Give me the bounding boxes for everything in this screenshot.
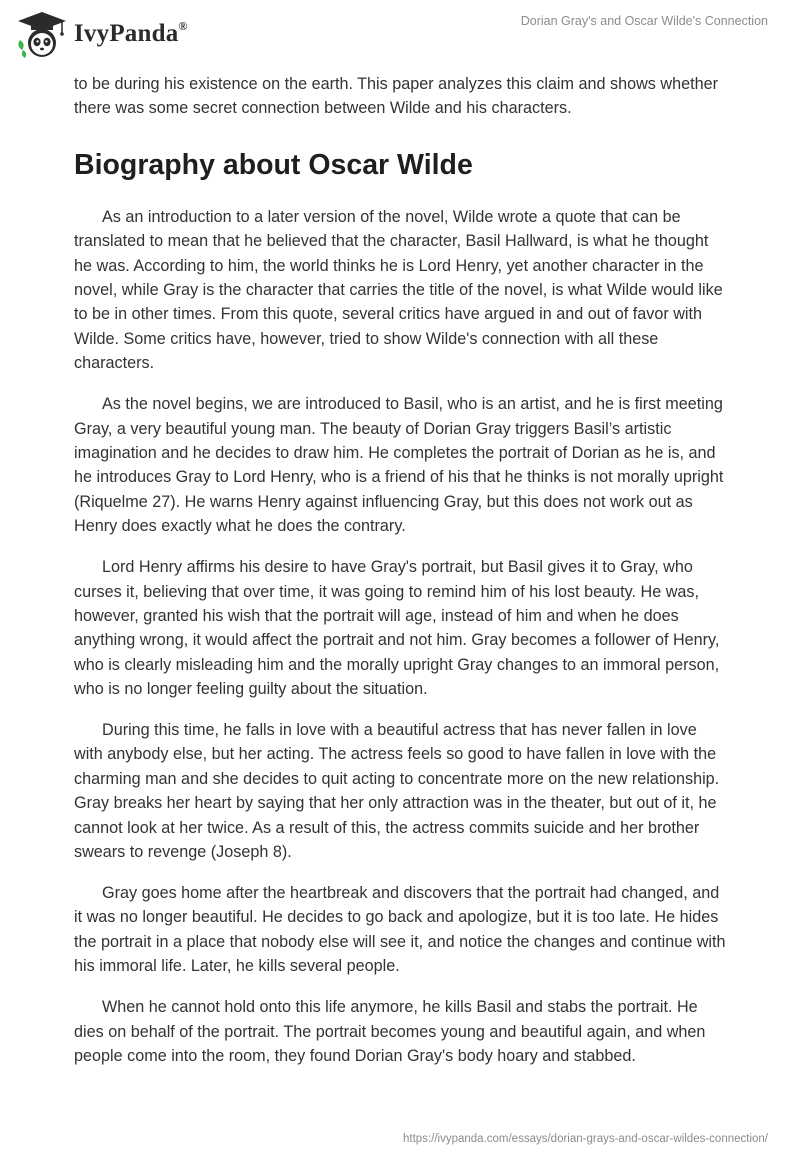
trademark-symbol: ® [178, 18, 188, 33]
source-url-link[interactable]: https://ivypanda.com/essays/dorian-grays-and-oscar-wildes-connection/ [403, 1133, 768, 1145]
paragraph: As an introduction to a later version of the novel, Wilde wrote a quote that can be translated to mean that he believed that the character, Basil Hallward, is what he thought he was. According to him, the world thinks he is Lord Henry, yet another character in the novel, while Gray is the character that carries the title of the novel, is what Wilde would like to be in other times. From this quote, several critics have argued in and out of favor with Wilde. Some critics have, however, tried to show Wilde's connection with all these characters. [74, 207, 723, 373]
ivypanda-logo[interactable] [14, 6, 188, 62]
document-title: Dorian Gray's and Oscar Wilde's Connection [520, 14, 768, 28]
lead-paragraph: to be during his existence on the earth. This paper analyzes this claim and shows whether there was some secret connection between Wilde and his characters. [74, 75, 718, 118]
paragraph: When he cannot hold onto this life anymore, he kills Basil and stabs the portrait. He dies on behalf of the portrait. The portrait becomes young and beautiful again, and when people come into the room, they found Dorian Gray's body hoary and stabbed. [74, 998, 706, 1065]
paragraph: During this time, he falls in love with a beautiful actress that has never fallen in love with anybody else, but her acting. The actress feels so good to have fallen in love with the charming man and she decides to quit acting to concentrate more on the new relationship. Gray breaks her heart by saying that her only attraction was in the theater, but out of it, he cannot look at her twice. As a result of this, the actress commits suicide and her brother swears to revenge (Joseph 8). [74, 721, 720, 862]
paragraph: Lord Henry affirms his desire to have Gray's portrait, but Basil gives it to Gray, who curses it, believing that over time, it was going to remind him of his lost beauty. He was, however, granted his wish that the portrait will age, instead of him and when he does anything wrong, it would affect the portrait and not him. Gray becomes a follower of Henry, who is clearly misleading him and the morally upright Gray changes to an immoral person, who is no longer feeling guilty about the situation. [74, 558, 720, 699]
article-body [74, 72, 726, 1085]
panda-graduation-cap-icon [14, 6, 70, 62]
page-header [0, 0, 800, 70]
paragraph: As the novel begins, we are introduced to Basil, who is an artist, and he is first meeting Gray, a very beautiful young man. The beauty of Dorian Gray triggers Basil’s artistic imagination and he decides to draw him. He completes the portrait of Dorian as he is, and he introduces Gray to Lord Henry, who is a friend of his that he thinks is not morally upright (Riquelme 27). He warns Henry against influencing Gray, but this does not work out as Henry does exactly what he does the contrary. [74, 395, 724, 536]
section-heading: Biography about Oscar Wilde [74, 148, 473, 181]
paragraph: Gray goes home after the heartbreak and discovers that the portrait had changed, and it was no longer beautiful. He decides to go back and apologize, but it is too late. He hides the portrait in a place that nobody else will see it, and notice the changes and continue with his immoral life. Later, he kills several people. [74, 883, 726, 976]
brand-name: IvyPanda [74, 20, 179, 47]
paragraph-list [74, 205, 726, 1069]
